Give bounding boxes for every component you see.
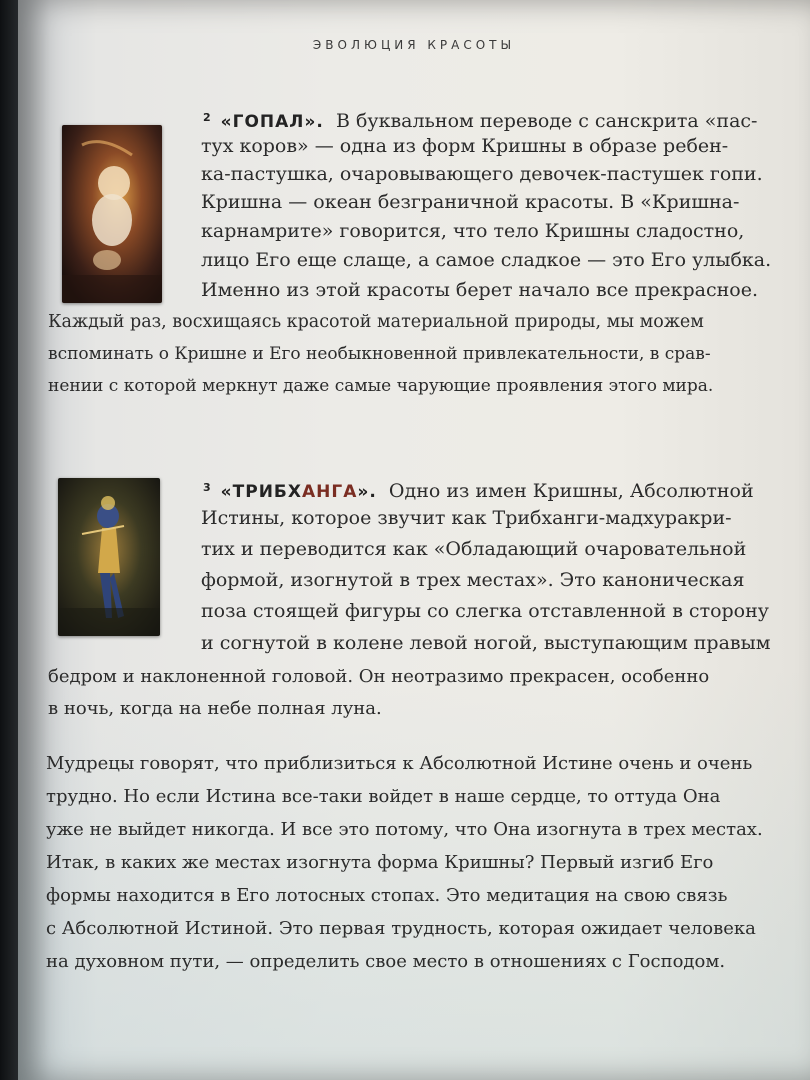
entry-line: нении с которой меркнут даже самые чарующие проявления этого мира. xyxy=(48,376,714,396)
entry-number: 2 xyxy=(203,111,211,124)
entry-term: «ТРИБХАНГА». xyxy=(220,482,377,502)
entry-line: формой, изогнутой в трех местах». Это каноническая xyxy=(201,569,745,591)
entry-term: «ГОПАЛ». xyxy=(220,112,324,132)
entry-line: поза стоящей фигуры со слегка отставленной в сторону xyxy=(201,600,769,622)
paragraph-line: трудно. Но если Истина все-таки войдет в наше сердце, то оттуда Она xyxy=(46,786,721,807)
entry-line: Одно из имен Кришны, Абсолютной xyxy=(388,480,754,502)
entry-line: в ночь, когда на небе полная луна. xyxy=(48,698,382,719)
entry-line: Именно из этой красоты берет начало все прекрасное. xyxy=(201,279,759,301)
tribhanga-illustration xyxy=(58,478,160,636)
paragraph-line: формы находится в Его лотосных стопах. Это медитация на свою связь xyxy=(46,885,728,906)
entry-line: Каждый раз, восхищаясь красотой материальной природы, мы можем xyxy=(48,312,704,332)
entry-line: тих и переводится как «Обладающий очаровательной xyxy=(201,538,747,560)
entry-line: тух коров» — одна из форм Кришны в образе ребен- xyxy=(201,135,729,157)
entry-line: В буквальном переводе с санскрита «пас- xyxy=(335,110,758,132)
entry-line: лицо Его еще слаще, а самое сладкое — это Его улыбка. xyxy=(201,249,772,271)
entry-line: Истины, которое звучит как Трибханги-мадхуракри- xyxy=(201,507,732,529)
paragraph-line: на духовном пути, — определить свое место в отношениях с Господом. xyxy=(46,951,726,972)
book-page xyxy=(18,0,810,1080)
entry-line: Кришна — океан безграничной красоты. В «Кришна- xyxy=(201,191,740,213)
entry-line: вспоминать о Кришне и Его необыкновенной привлекательности, в срав- xyxy=(48,344,711,364)
gopal-illustration xyxy=(62,125,162,303)
paragraph-line: с Абсолютной Истиной. Это первая трудность, которая ожидает человека xyxy=(46,918,756,939)
entry-line: карнамрите» говорится, что тело Кришны сладостно, xyxy=(201,220,745,242)
entry-number: 3 xyxy=(203,481,211,494)
running-head: ЭВОЛЮЦИЯ КРАСОТЫ xyxy=(312,38,516,52)
entry-line: ка-пастушка, очаровывающего девочек-пастушек гопи. xyxy=(201,163,763,185)
entry-line: бедром и наклоненной головой. Он неотразимо прекрасен, особенно xyxy=(48,666,710,687)
paragraph-line: Мудрецы говорят, что приблизиться к Абсолютной Истине очень и очень xyxy=(46,753,753,774)
paragraph-line: уже не выйдет никогда. И все это потому, что Она изогнута в трех местах. xyxy=(46,819,763,840)
entry-line: и согнутой в колене левой ногой, выступающим правым xyxy=(201,632,771,654)
paragraph-line: Итак, в каких же местах изогнута форма Кришны? Первый изгиб Его xyxy=(46,852,714,873)
